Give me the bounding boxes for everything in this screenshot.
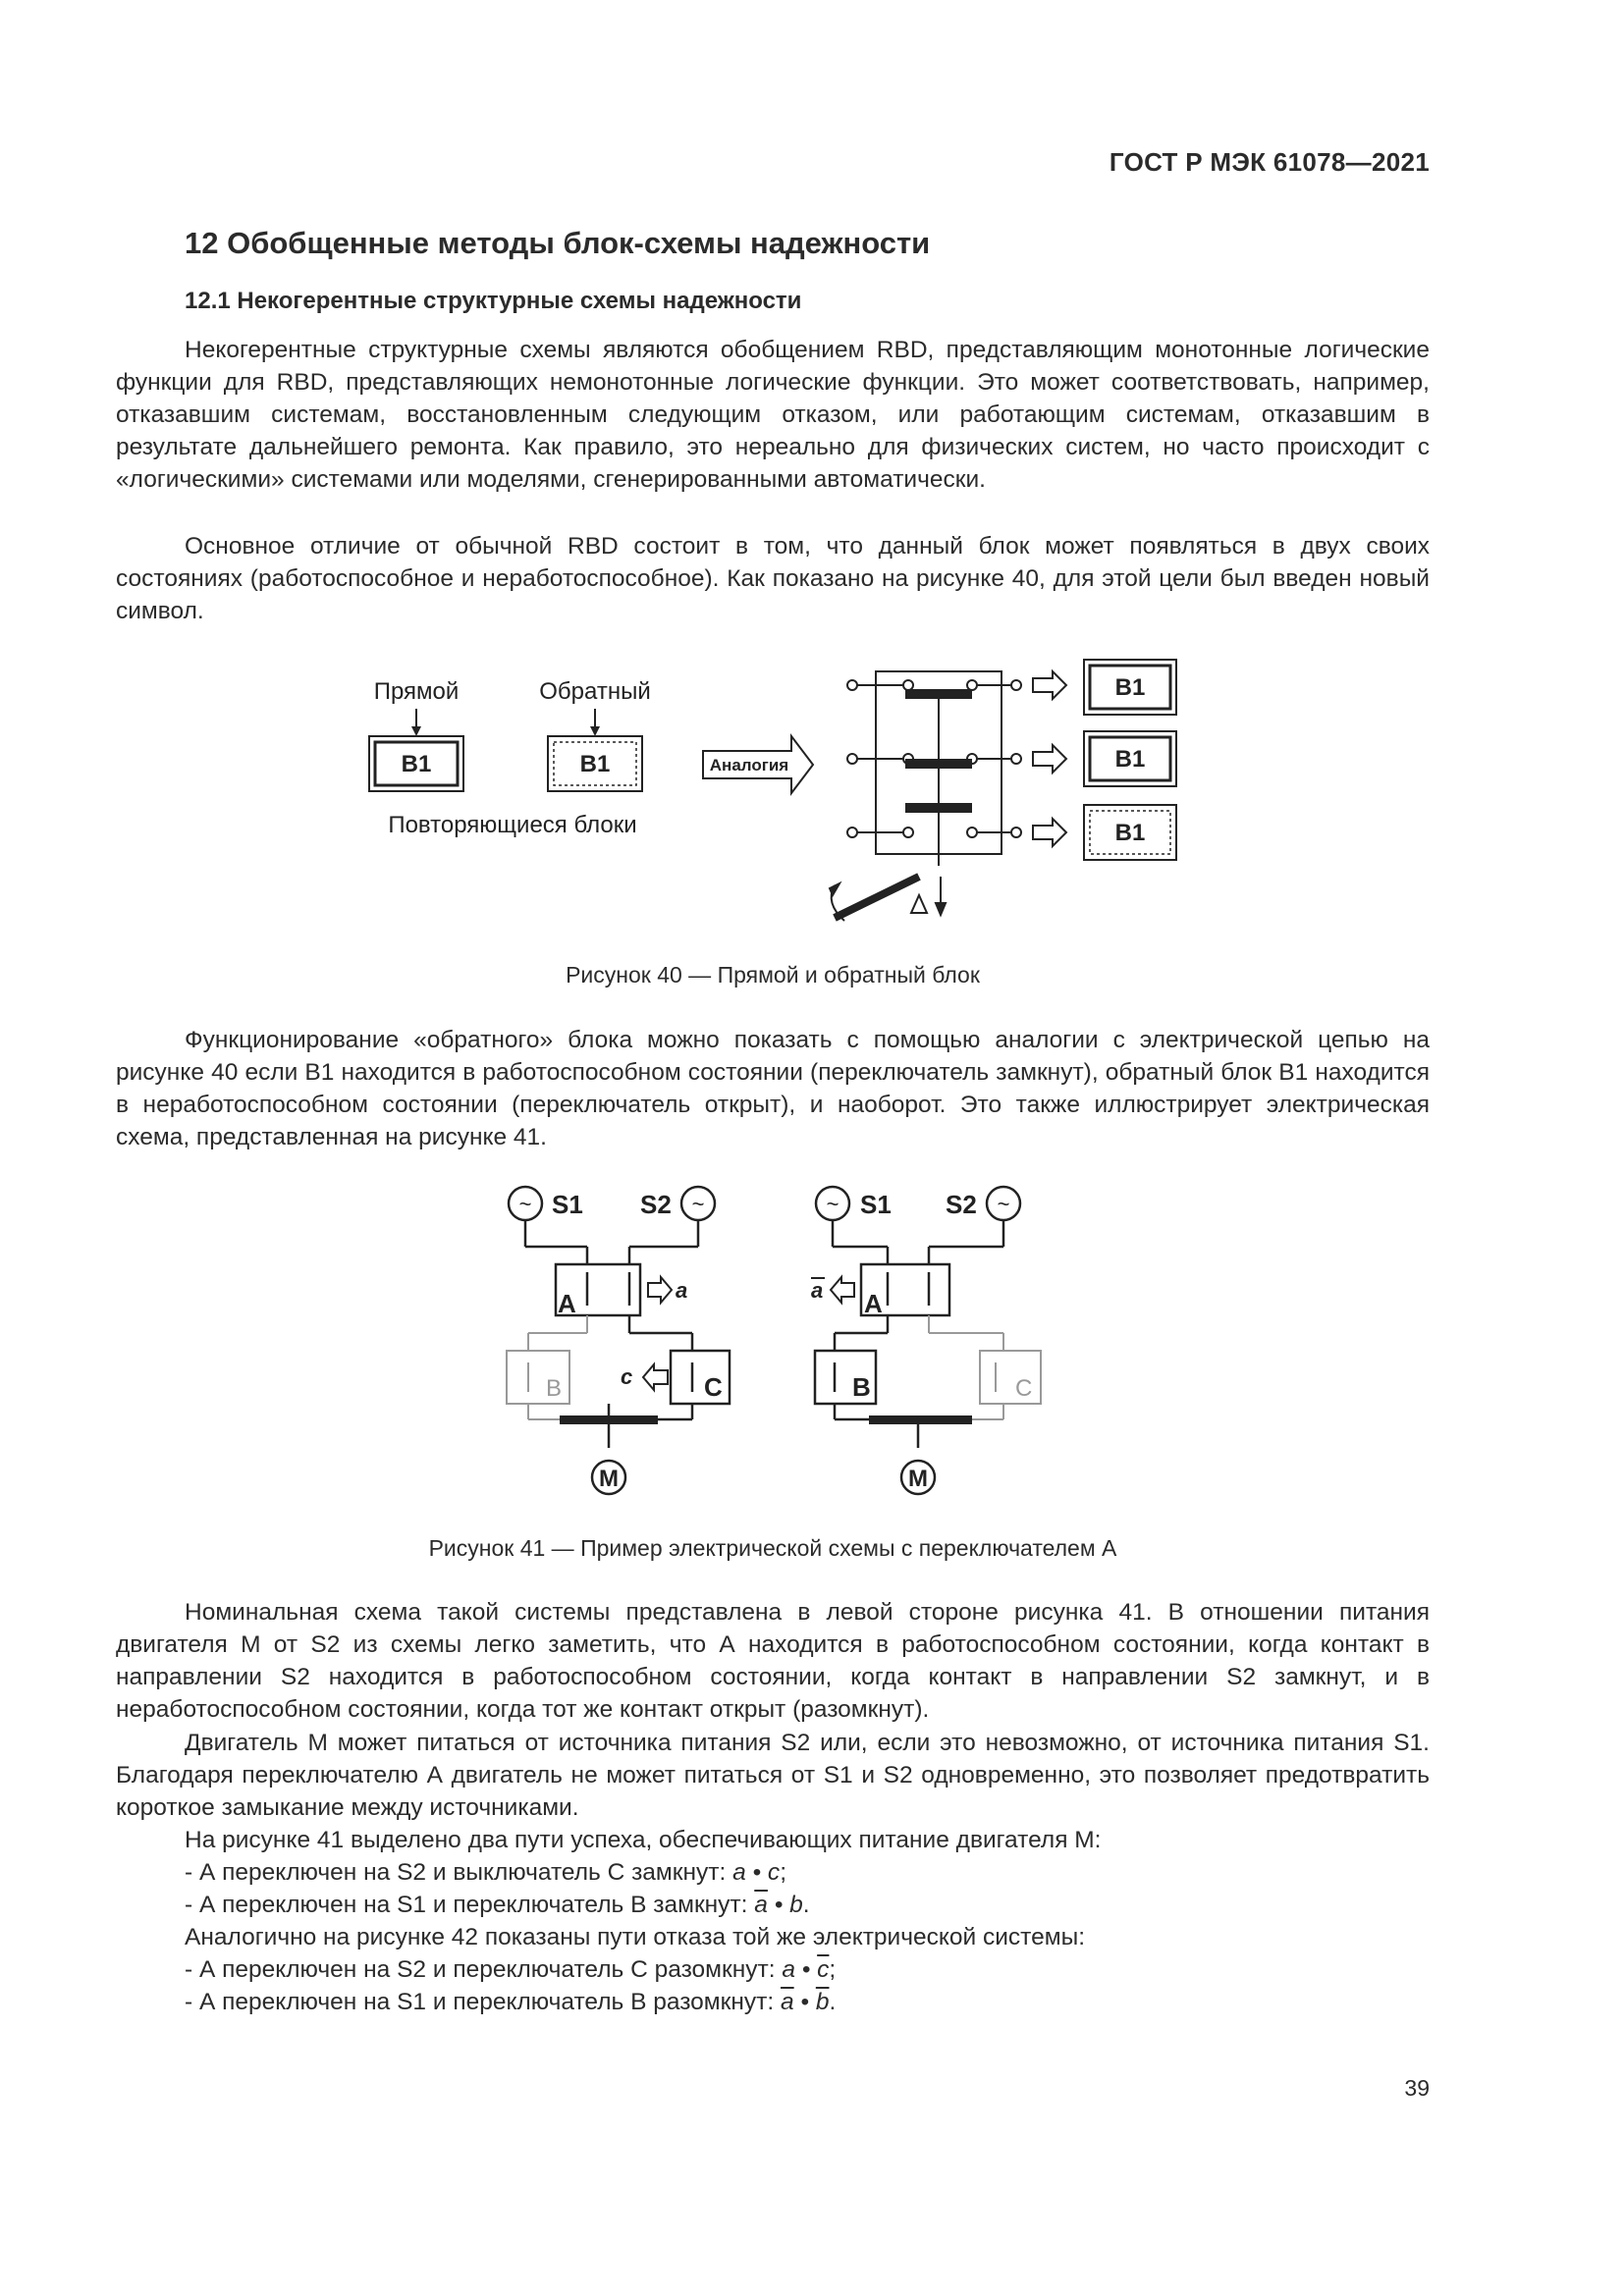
figure-40 <box>0 648 1624 1001</box>
fig41-left-a: A <box>558 1289 576 1318</box>
analogy-label: Аналогия <box>709 756 789 774</box>
direct-block-label: B1 <box>401 751 432 777</box>
output-block-1 <box>1084 660 1176 715</box>
document-header: ГОСТ Р МЭК 61078—2021 <box>1109 147 1430 177</box>
list-item-1: - А переключен на S2 и выключатель С замкнут: a • c; <box>185 1859 786 1886</box>
fig41-left-grey <box>507 1315 587 1419</box>
paragraph-1: Некогерентные структурные схемы являются обобщением RBD, представляющим монотонные логические функции для RBD, представляющих немонотонные логические функции. Это может соответствовать, например, отказавшим системам, восстановленным следующим отказом, или работающим системам, отказавшим в результате дальнейшего ремонта. Как правило, это нереально для физических систем, но часто происходит с «логическими» системами или моделями, сгенерированными автоматически. <box>116 337 1430 493</box>
figure-41 <box>0 1168 1624 1507</box>
figure-40-caption: Рисунок 40 — Прямой и обратный блок <box>566 962 980 988</box>
fig40-label-repeated: Повторяющиеся блоки <box>388 812 637 838</box>
list-item-2: - А переключен на S1 и переключатель В замкнут: $\overline{a}$ • b. <box>185 1892 810 1918</box>
fig41-right-s2-tilde: ~ <box>997 1192 1010 1216</box>
inverse-block-label: B1 <box>579 751 611 777</box>
fig41-left-bus <box>560 1415 658 1424</box>
section-title: 12 Обобщенные методы блок-схемы надежности <box>185 226 931 260</box>
page-number: 39 <box>1404 2075 1430 2101</box>
output-arrows <box>1033 671 1066 846</box>
fig41-right-s2: S2 <box>946 1190 977 1219</box>
figure-41-caption: Рисунок 41 — Пример электрической схемы с переключателем А <box>428 1535 1117 1561</box>
inverse-block <box>548 736 642 791</box>
fig41-left-s1-tilde: ~ <box>518 1192 532 1216</box>
fig41-left <box>509 1187 730 1494</box>
fig41-right-c: C <box>1015 1375 1033 1402</box>
paragraph-3: Функционирование «обратного» блока можно показать с помощью аналогии с электрической цепью на рисунке 40 если B1 находится в работоспособном состоянии (переключатель замкнут), обратный блок B1 находится в неработоспособном состоянии (переключатель открыт), и наоборот. Это также иллюстрирует электрическая схема, представленная на рисунке 41. <box>116 1027 1430 1150</box>
fig40-label-direct: Прямой <box>373 678 460 705</box>
analogy-arrow <box>703 736 813 793</box>
fig41-left-b: B <box>546 1375 563 1402</box>
fig41-right-b: B <box>852 1372 871 1402</box>
output-block-1-label: B1 <box>1114 674 1146 701</box>
output-block-2 <box>1084 731 1176 786</box>
paragraph-2: Основное отличие от обычной RBD состоит в том, что данный блок может появляться в двух своих состояниях (работоспособное и неработоспособное). Как показано на рисунке 40, для этой цели был введен новый символ. <box>116 533 1430 624</box>
fig41-left-m: M <box>599 1466 619 1492</box>
fig41-left-s1: S1 <box>552 1190 583 1219</box>
list-item-3: - А переключен на S2 и переключатель С разомкнут: a • $\overline{c}$; <box>185 1956 837 1983</box>
paragraph-4: Номинальная схема такой системы представлена в левой стороне рисунка 41. В отношении питания двигателя М от S2 из схемы легко заметить, что А находится в работоспособном состоянии, когда контакт в направлении S2 находится в работоспособном состоянии, когда контакт в направлении S2 замкнут, и в неработоспособном состоянии, когда тот же контакт открыт (разомкнут). <box>116 1599 1430 1723</box>
paragraph-5: Двигатель М может питаться от источника питания S2 или, если это невозможно, от источника питания S1. Благодаря переключателю А двигатель не может питаться от S1 и S2 одновременно, это позволяет предотвратить короткое замыкание между источниками. <box>116 1730 1430 1821</box>
fig41-left-c-small: c <box>621 1364 633 1389</box>
switch-circuit <box>830 671 1021 921</box>
fig41-left-s2-tilde: ~ <box>691 1192 705 1216</box>
fig41-right-grey <box>929 1315 1041 1419</box>
fig41-right-m: M <box>908 1466 928 1492</box>
fig41-left-s2: S2 <box>640 1190 672 1219</box>
fig41-left-c: C <box>704 1372 723 1402</box>
fig41-right-bus <box>869 1415 972 1424</box>
output-block-2-label: B1 <box>1114 746 1146 773</box>
fig41-right-a-bar-small: a <box>811 1278 824 1303</box>
fig40-label-inverse: Обратный <box>539 678 651 705</box>
output-block-3 <box>1084 805 1176 860</box>
list-intro-2: Аналогично на рисунке 42 показаны пути отказа той же электрической системы: <box>185 1924 1086 1950</box>
fig41-right <box>815 1187 1020 1494</box>
output-block-3-label: B1 <box>1114 820 1146 846</box>
fig41-left-a-small: a <box>676 1278 688 1303</box>
list-item-4: - А переключен на S1 и переключатель В разомкнут: $\overline{a}$ • $\overline{b}$. <box>185 1989 837 2015</box>
fig41-right-s1-tilde: ~ <box>826 1192 839 1216</box>
fig41-right-a: A <box>864 1289 883 1318</box>
direct-block <box>369 736 463 791</box>
subsection-title: 12.1 Некогерентные структурные схемы надежности <box>185 288 802 314</box>
list-intro-1: На рисунке 41 выделено два пути успеха, обеспечивающих питание двигателя М: <box>185 1827 1102 1853</box>
fig41-right-s1: S1 <box>860 1190 892 1219</box>
